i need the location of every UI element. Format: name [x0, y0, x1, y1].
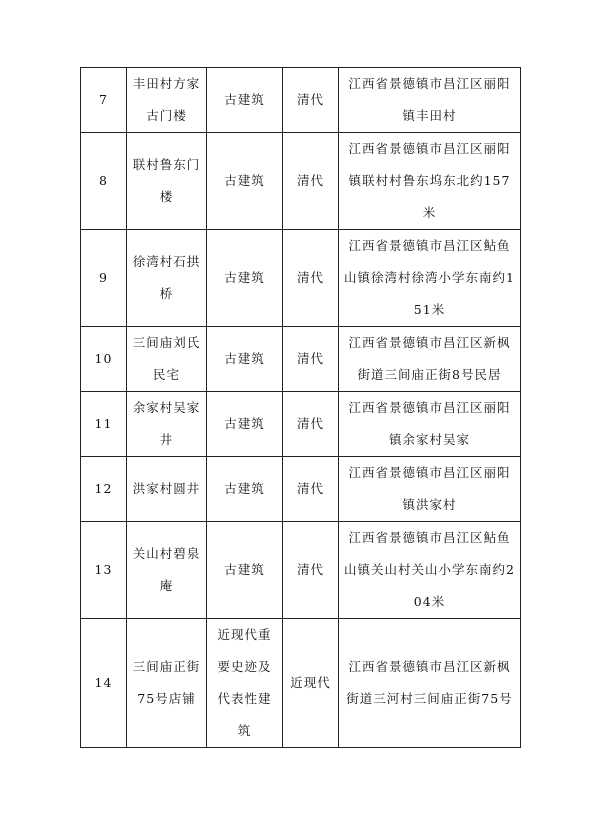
table-row	[81, 68, 521, 133]
cell-era: 清代	[283, 68, 339, 133]
cell-site-name: 联村鲁东门楼	[127, 133, 207, 230]
cell-site-name: 三间庙刘氏民宅	[127, 327, 207, 392]
cell-site-name: 丰田村方家古门楼	[127, 68, 207, 133]
cell-address: 江西省景德镇市昌江区鲇鱼山镇关山村关山小学东南约204米	[339, 522, 521, 619]
table-row	[81, 522, 521, 619]
cell-site-name: 余家村吴家井	[127, 392, 207, 457]
cell-address: 江西省景德镇市昌江区新枫街道三河村三间庙正街75号	[339, 619, 521, 748]
table-row	[81, 327, 521, 392]
cell-number: 7	[81, 68, 127, 133]
cell-era: 清代	[283, 457, 339, 522]
cell-number: 8	[81, 133, 127, 230]
cell-site-name: 徐湾村石拱桥	[127, 230, 207, 327]
cell-era: 清代	[283, 230, 339, 327]
table-row	[81, 230, 521, 327]
cell-site-name: 三间庙正街75号店铺	[127, 619, 207, 748]
cell-site-name: 洪家村圆井	[127, 457, 207, 522]
cell-address: 江西省景德镇市昌江区丽阳镇余家村吴家	[339, 392, 521, 457]
table-row	[81, 619, 521, 748]
cell-address: 江西省景德镇市昌江区丽阳镇洪家村	[339, 457, 521, 522]
cell-category: 古建筑	[207, 392, 283, 457]
table-row	[81, 133, 521, 230]
heritage-sites-table	[80, 67, 521, 748]
cell-era: 清代	[283, 522, 339, 619]
cell-number: 10	[81, 327, 127, 392]
cell-category: 近现代重要史迹及代表性建筑	[207, 619, 283, 748]
table-row	[81, 392, 521, 457]
cell-era: 清代	[283, 392, 339, 457]
cell-number: 12	[81, 457, 127, 522]
cell-category: 古建筑	[207, 327, 283, 392]
cell-category: 古建筑	[207, 133, 283, 230]
cell-address: 江西省景德镇市昌江区鲇鱼山镇徐湾村徐湾小学东南约151米	[339, 230, 521, 327]
cell-category: 古建筑	[207, 68, 283, 133]
cell-number: 13	[81, 522, 127, 619]
cell-era: 清代	[283, 327, 339, 392]
cell-address: 江西省景德镇市昌江区丽阳镇丰田村	[339, 68, 521, 133]
cell-number: 14	[81, 619, 127, 748]
cell-address: 江西省景德镇市昌江区新枫街道三间庙正街8号民居	[339, 327, 521, 392]
cell-site-name: 关山村碧泉庵	[127, 522, 207, 619]
cell-category: 古建筑	[207, 230, 283, 327]
cell-address: 江西省景德镇市昌江区丽阳镇联村村鲁东坞东北约157米	[339, 133, 521, 230]
cell-category: 古建筑	[207, 522, 283, 619]
table-row	[81, 457, 521, 522]
cell-number: 11	[81, 392, 127, 457]
cell-category: 古建筑	[207, 457, 283, 522]
cell-era: 近现代	[283, 619, 339, 748]
cell-era: 清代	[283, 133, 339, 230]
cell-number: 9	[81, 230, 127, 327]
